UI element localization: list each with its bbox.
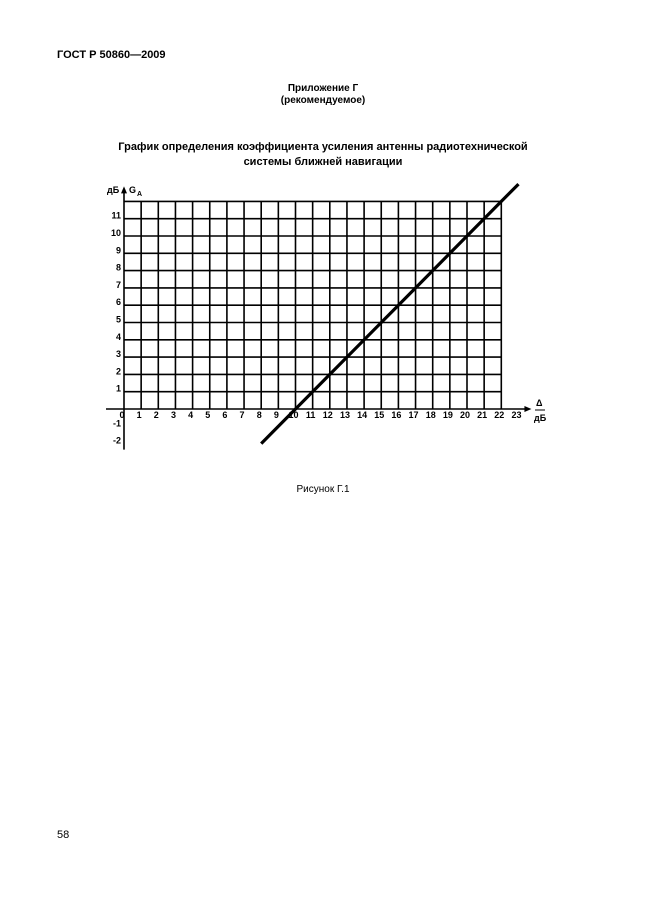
- y-tick-label: 3: [115, 349, 121, 360]
- x-tick-label: 1: [136, 410, 142, 420]
- x-tick-label: 11: [305, 410, 316, 420]
- x-tick-label: 7: [239, 410, 245, 420]
- x-tick-label: 15: [374, 410, 385, 420]
- x-tick-label: 6: [222, 410, 228, 420]
- y-tick-label: 2: [115, 366, 121, 377]
- y-axis-subscript-label: A: [137, 191, 143, 198]
- x-tick-label: 12: [322, 410, 333, 420]
- x-tick-label: 20: [459, 410, 471, 420]
- x-tick-label: 10: [288, 410, 299, 420]
- x-tick-label: 0: [119, 410, 125, 420]
- y-tick-label: -2: [112, 435, 121, 446]
- y-tick-label: -1: [112, 418, 121, 429]
- document-code: ГОСТ Р 50860—2009: [57, 49, 166, 61]
- x-tick-label: 3: [170, 410, 176, 420]
- x-tick-label: 5: [205, 410, 211, 420]
- y-tick-label: 6: [115, 297, 121, 308]
- x-tick-label: 22: [494, 410, 505, 420]
- appendix-title: Приложение Г: [287, 83, 359, 94]
- y-tick-label: 1: [115, 383, 121, 394]
- x-tick-label: 9: [273, 410, 279, 420]
- x-tick-label: 23: [511, 410, 522, 420]
- x-tick-label: 17: [408, 410, 419, 420]
- y-tick-label: 7: [115, 279, 121, 290]
- page-number: 58: [57, 829, 70, 841]
- y-tick-label: 4: [115, 331, 121, 342]
- x-tick-label: 19: [442, 410, 453, 420]
- x-tick-label: 21: [477, 410, 488, 420]
- series-line: [261, 184, 518, 444]
- x-axis-top-label: Δ: [536, 398, 543, 408]
- x-tick-label: 16: [391, 410, 402, 420]
- chart-title-line-1: График определения коэффициента усиления антенны радиотехнической: [118, 141, 528, 153]
- chart-title-line-2: системы ближней навигации: [243, 156, 403, 168]
- x-tick-label: 14: [357, 410, 368, 420]
- x-tick-label: 2: [153, 410, 159, 420]
- y-tick-label: 5: [115, 314, 121, 325]
- figure-caption: Рисунок Г.1: [296, 484, 350, 495]
- y-tick-label: 9: [115, 245, 121, 256]
- y-axis-arrow: [121, 186, 127, 193]
- y-axis-unit-label: дБ: [107, 185, 120, 195]
- y-axis-symbol-label: G: [129, 185, 137, 195]
- y-tick-label: 10: [110, 228, 121, 238]
- x-tick-label: 4: [188, 410, 194, 420]
- chart-series: [261, 184, 518, 444]
- chart-grid: [124, 201, 501, 409]
- x-axis-arrow: [524, 406, 531, 412]
- y-tick-label: 11: [111, 210, 121, 221]
- x-axis-bottom-label: дБ: [534, 413, 547, 423]
- x-tick-labels: [119, 410, 521, 420]
- x-tick-label: 18: [425, 410, 436, 420]
- y-tick-label: 8: [115, 262, 121, 273]
- appendix-subtitle: (рекомендуемое): [280, 95, 366, 106]
- x-tick-label: 8: [256, 410, 262, 420]
- x-tick-label: 13: [339, 410, 350, 420]
